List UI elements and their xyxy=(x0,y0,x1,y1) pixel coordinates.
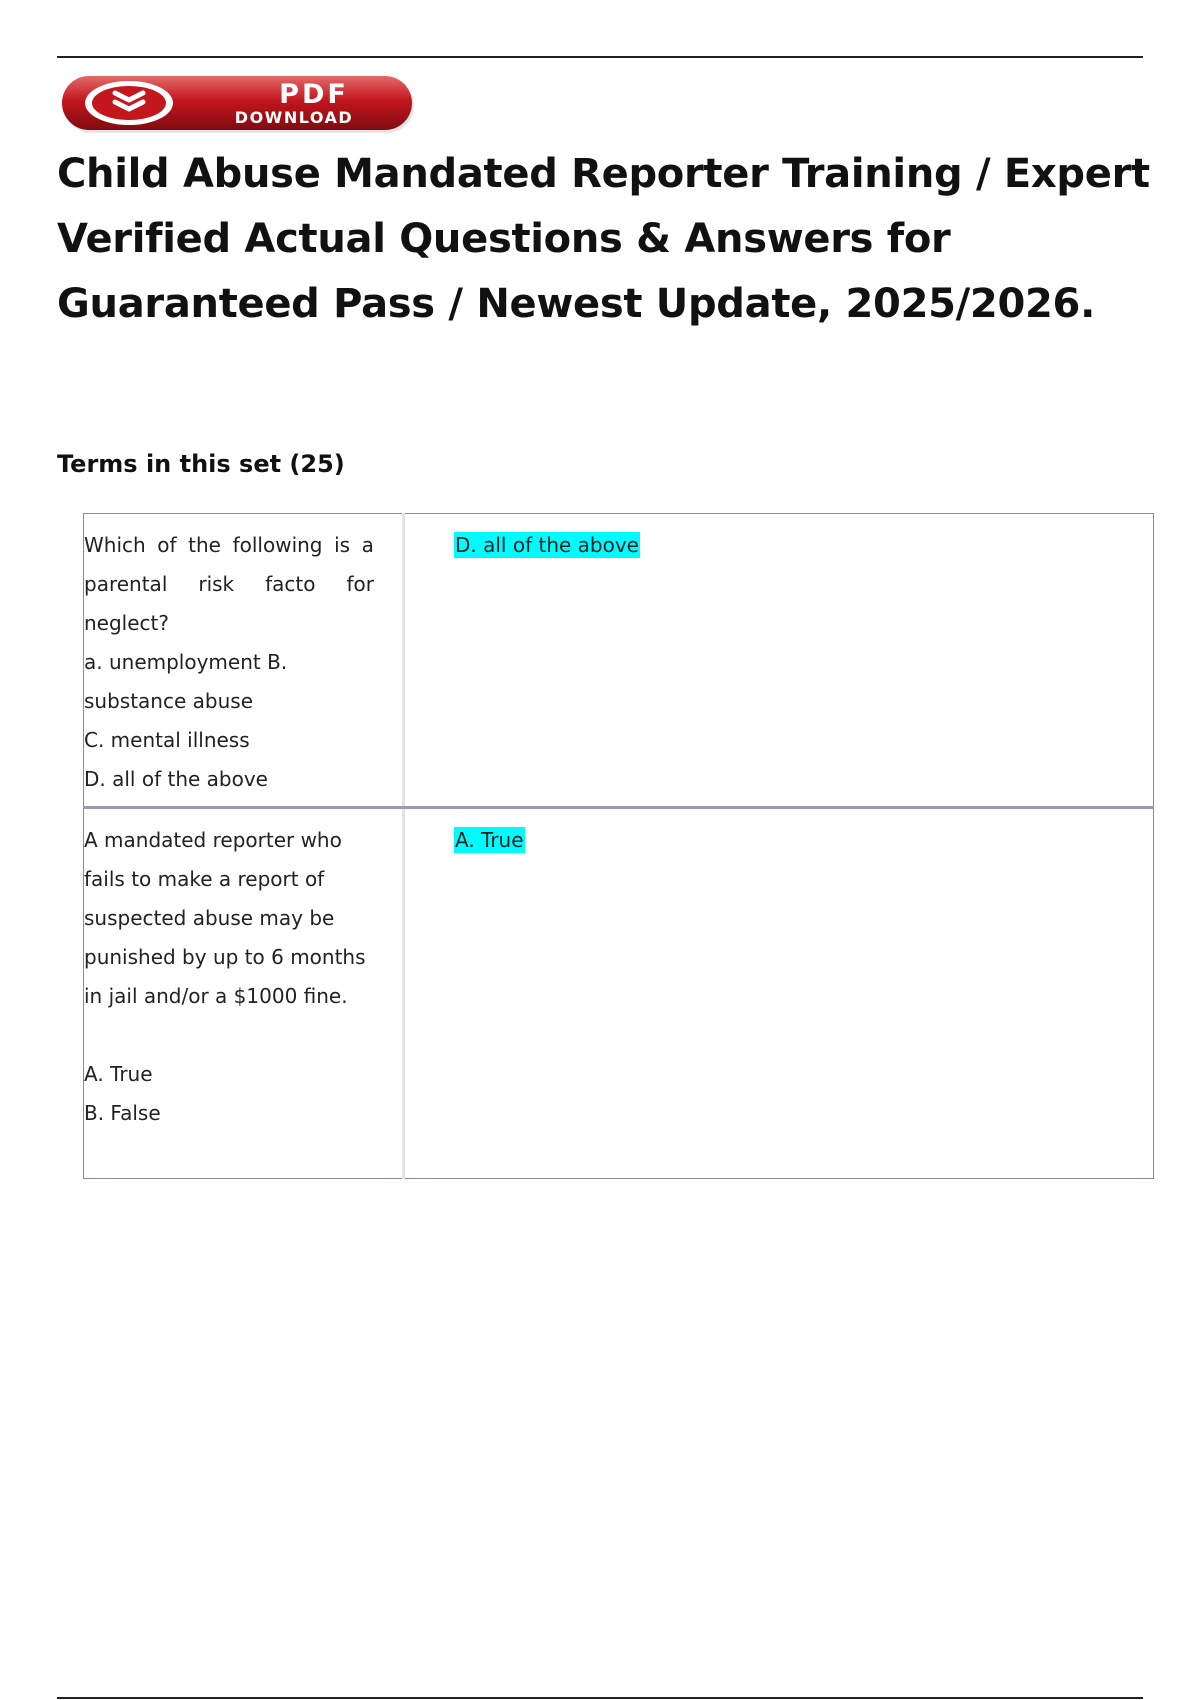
question-line: fails to make a report of xyxy=(84,867,325,891)
question-line: B. False xyxy=(84,1101,161,1125)
document-title xyxy=(57,142,1157,337)
answer-cell xyxy=(404,514,1154,808)
badge-line1: PDF xyxy=(279,79,349,110)
question-line: D. all of the above xyxy=(84,767,268,791)
question-word: of xyxy=(157,533,177,557)
highlighted-answer: A. True xyxy=(455,828,524,852)
flashcard-table xyxy=(83,513,1154,1179)
table-row xyxy=(84,808,1154,1179)
question-line xyxy=(84,565,374,604)
question-word: parental xyxy=(84,572,168,596)
question-line: C. mental illness xyxy=(84,728,250,752)
question-spacer xyxy=(84,1016,402,1055)
answer-cell xyxy=(404,808,1154,1179)
question-word: a xyxy=(361,533,374,557)
question-line: in jail and/or a $1000 fine. xyxy=(84,984,348,1008)
question-line xyxy=(84,526,374,565)
question-line: neglect? xyxy=(84,611,169,635)
question-line: a. unemployment B. xyxy=(84,650,288,674)
question-word: following xyxy=(232,533,323,557)
question-word: facto xyxy=(265,572,316,596)
question-word: risk xyxy=(198,572,235,596)
title-line-1: Child Abuse Mandated Reporter Training / Expert xyxy=(57,151,1150,197)
title-line-3: Guaranteed Pass / Newest Update, 2025/2026. xyxy=(57,281,1095,327)
question-cell xyxy=(84,514,404,808)
question-line: punished by up to 6 months xyxy=(84,945,366,969)
question-line: substance abuse xyxy=(84,689,253,713)
question-line: A mandated reporter who xyxy=(84,828,342,852)
question-word: Which xyxy=(84,533,146,557)
question-word: the xyxy=(188,533,221,557)
title-line-2: Verified Actual Questions & Answers for xyxy=(57,216,951,262)
question-cell xyxy=(84,808,404,1179)
question-word: is xyxy=(334,533,351,557)
badge-icon-core xyxy=(92,86,166,120)
top-rule xyxy=(57,56,1143,58)
pdf-download-badge[interactable] xyxy=(62,73,418,137)
bottom-rule xyxy=(57,1697,1143,1699)
badge-line2: DOWNLOAD xyxy=(234,108,354,127)
table-row xyxy=(84,514,1154,808)
question-line: suspected abuse may be xyxy=(84,906,335,930)
question-word: for xyxy=(346,572,374,596)
terms-heading: Terms in this set (25) xyxy=(57,450,345,478)
highlighted-answer: D. all of the above xyxy=(455,533,639,557)
question-line: A. True xyxy=(84,1062,153,1086)
